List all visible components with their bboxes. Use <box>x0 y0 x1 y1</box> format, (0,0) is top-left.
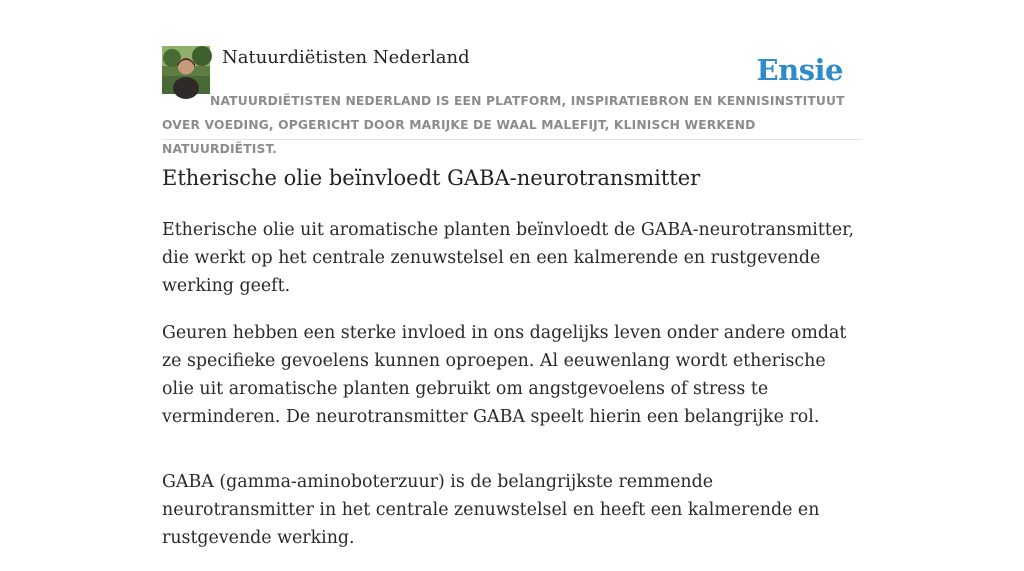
article-title: Etherische olie beïnvloedt GABA-neurotransmitter <box>162 166 701 190</box>
article-container <box>162 46 862 548</box>
avatar-photo <box>162 46 210 94</box>
author-avatar[interactable] <box>162 46 210 94</box>
article-paragraph: GABA (gamma-aminoboterzuur) is de belangrijkste remmende neurotransmitter in het centrale zenuwstelsel en heeft een kalmerende en rustgevende werking. <box>162 472 820 548</box>
author-tagline: NATUURDIËTISTEN NEDERLAND IS EEN PLATFORM, INSPIRATIEBRON EN KENNISINSTITUUT OVER VOEDING, OPGERICHT DOOR MARIJKE DE WAAL MALEFIJT, KLINISCH WERKEND NATUURDIËTIST. <box>162 94 845 156</box>
author-header <box>162 46 862 156</box>
author-name[interactable]: Natuurdiëtisten Nederland <box>222 47 470 68</box>
article-body <box>162 216 862 571</box>
article-paragraph: Geuren hebben een sterke invloed in ons dagelijks leven onder andere omdat ze specifieke gevoelens kunnen oproepen. Al eeuwenlang wordt etherische olie uit aromatische planten gebruikt om angstgevoelens of stress te verminderen. De neurotransmitter GABA speelt hierin een belangrijke rol. <box>162 323 847 427</box>
brand-logo[interactable]: Ensie <box>756 53 843 87</box>
article-paragraph: Etherische olie uit aromatische planten beïnvloedt de GABA-neurotransmitter, die werkt op het centrale zenuwstelsel en een kalmerende en rustgevende werking geeft. <box>162 220 855 296</box>
